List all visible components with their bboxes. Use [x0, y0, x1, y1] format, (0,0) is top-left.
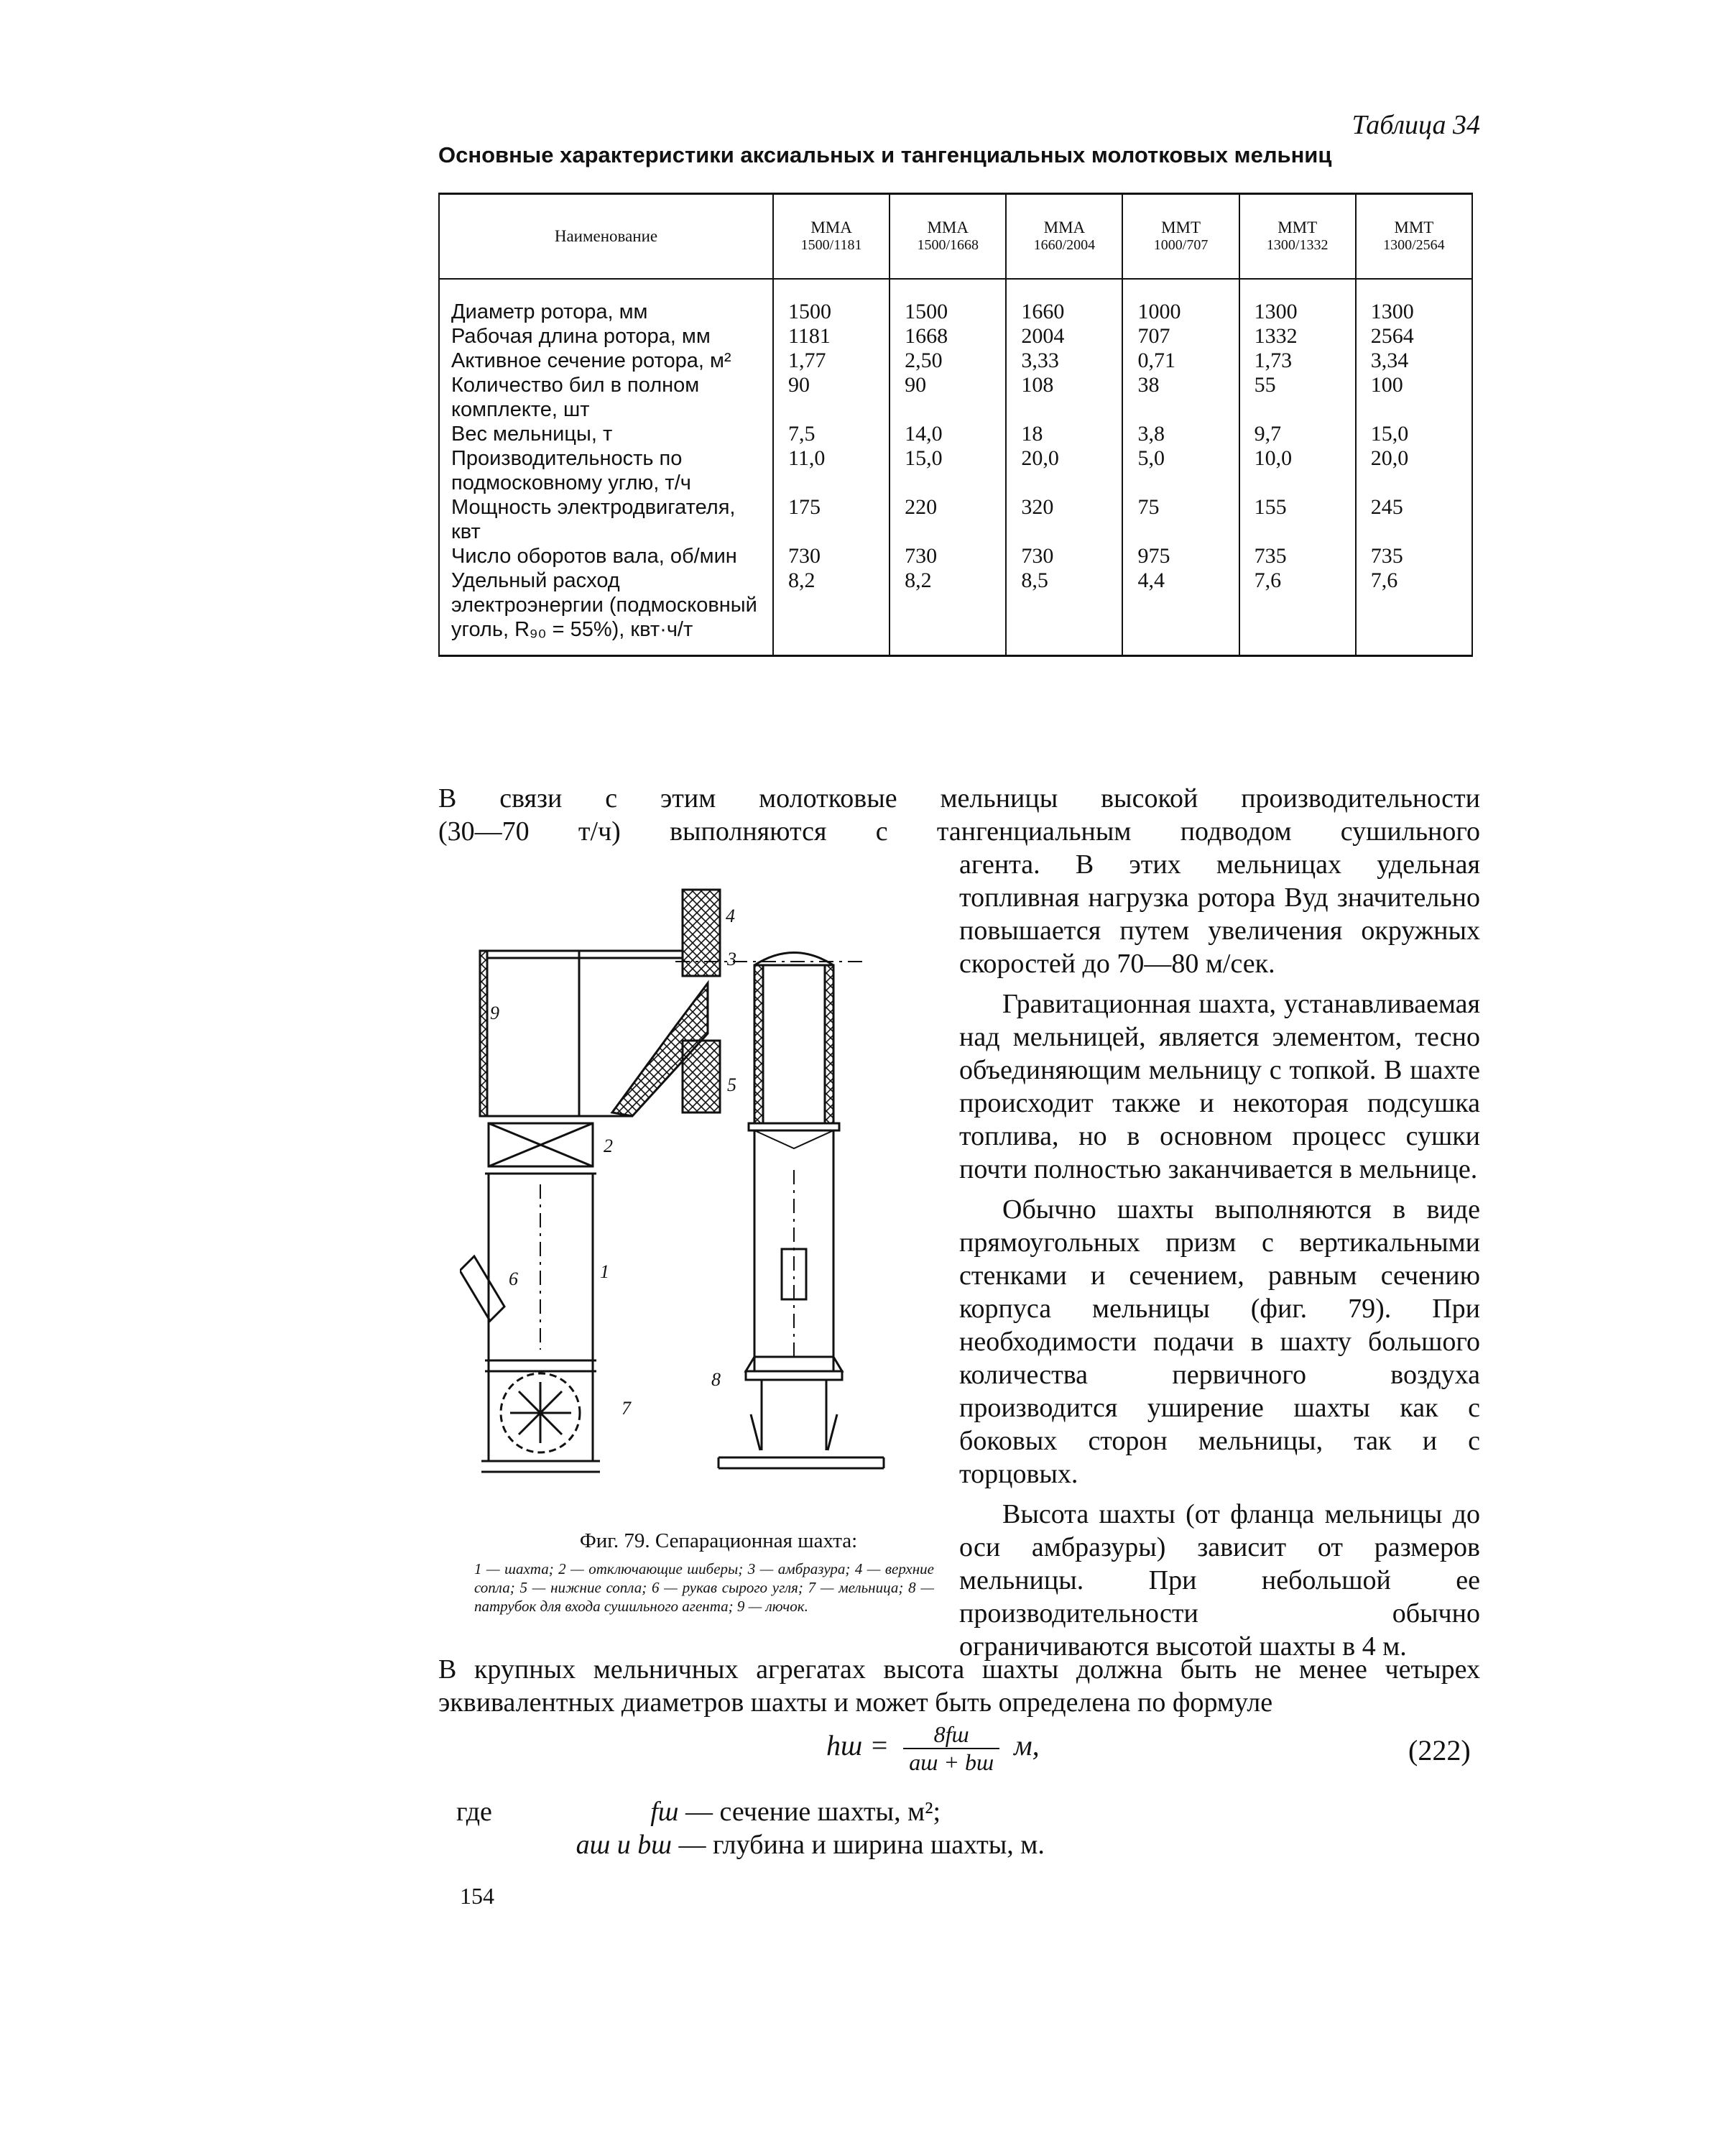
row-value: 975 [1122, 544, 1239, 568]
formula-numerator: 8fш [903, 1721, 999, 1749]
table-row [439, 324, 1472, 349]
row-value: 90 [773, 373, 890, 422]
row-value: 245 [1356, 495, 1472, 544]
fig-label-5: 5 [727, 1074, 736, 1095]
fig-label-6: 6 [509, 1268, 518, 1289]
row-name: Число оборотов вала, об/мин [439, 544, 773, 568]
paragraph-5: В крупных мельничных агрегатах высота шахты должна быть не менее четырех эквивалентных диаметров шахты и может быть определена по формуле [438, 1654, 1480, 1718]
where-line-2 [456, 1828, 1390, 1861]
row-name: Производительность по подмосковному углю, т/ч [439, 446, 773, 495]
row-name: Количество бил в полном комплекте, шт [439, 373, 773, 422]
formula-unit: м, [1014, 1729, 1040, 1762]
row-name: Вес мельницы, т [439, 422, 773, 446]
table-row [439, 544, 1472, 568]
table-row [439, 349, 1472, 373]
coal-sleeve [460, 1256, 504, 1321]
row-value: 3,8 [1122, 422, 1239, 446]
right-column-text [959, 848, 1480, 1670]
formula-fraction [903, 1721, 999, 1776]
header-col-4: ММТ 1000/707 [1122, 194, 1239, 280]
row-value: 4,4 [1122, 568, 1239, 656]
row-value: 3,34 [1356, 349, 1472, 373]
table-title: Основные характеристики аксиальных и тангенциальных молотковых мельниц [438, 142, 1332, 167]
fig-label-8: 8 [711, 1369, 721, 1390]
row-value: 0,71 [1122, 349, 1239, 373]
row-value: 155 [1239, 495, 1356, 544]
row-value: 1181 [773, 324, 890, 349]
row-value: 1660 [1006, 279, 1122, 324]
header-name: Наименование [439, 194, 773, 280]
row-value: 175 [773, 495, 890, 544]
table-row [439, 279, 1472, 324]
row-value: 10,0 [1239, 446, 1356, 495]
row-value: 8,2 [773, 568, 890, 656]
fig-label-4: 4 [726, 906, 735, 926]
header-col-2: ММА 1500/1668 [890, 194, 1006, 280]
row-value: 8,2 [890, 568, 1006, 656]
row-value: 75 [1122, 495, 1239, 544]
paragraph-1-line-2: (30—70 т/ч) выполняются с тангенциальным подводом сушильного [438, 816, 1480, 847]
upper-nozzle [683, 890, 720, 976]
header-col-3: ММА 1660/2004 [1006, 194, 1122, 280]
table-row [439, 495, 1472, 544]
row-value: 9,7 [1239, 422, 1356, 446]
row-value: 7,6 [1239, 568, 1356, 656]
row-value: 1,73 [1239, 349, 1356, 373]
row-value: 730 [890, 544, 1006, 568]
paragraph-2: Гравитационная шахта, устанавливаемая над мельницей, является элементом, тесно объединяющим мельницу с топкой. В шахте происходит также и некоторая подсушка топлива, но в основном процесс сушки почти полностью заканчивается в мельнице. [959, 989, 1480, 1184]
where-symbol-2: aш и bш [576, 1830, 672, 1860]
row-value: 1300 [1239, 279, 1356, 324]
row-value: 15,0 [890, 446, 1006, 495]
row-value: 735 [1239, 544, 1356, 568]
paragraph-4: Высота шахты (от фланца мельницы до оси амбразуры) зависит от размеров мельницы. При небольшой ее производительности обычно ограничиваются высотой шахты в 4 м. [959, 1499, 1480, 1662]
where-text-2: — глубина и ширина шахты, м. [678, 1830, 1045, 1860]
fig-label-7: 7 [622, 1398, 631, 1419]
figure-caption: Фиг. 79. Сепарационная шахта: [579, 1529, 858, 1552]
drying-agent-inlet [746, 1357, 842, 1371]
row-name: Мощность электродвигателя, квт [439, 495, 773, 544]
row-value: 15,0 [1356, 422, 1472, 446]
header-col-5: ММТ 1300/1332 [1239, 194, 1356, 280]
table-header-row [439, 194, 1472, 280]
where-block [456, 1795, 1390, 1861]
where-text-1: — сечение шахты, м²; [685, 1797, 941, 1827]
row-value: 3,33 [1006, 349, 1122, 373]
row-value: 90 [890, 373, 1006, 422]
row-value: 20,0 [1006, 446, 1122, 495]
row-value: 5,0 [1122, 446, 1239, 495]
where-word: где [456, 1797, 492, 1827]
upper-chamber-left [480, 951, 579, 1116]
equation-number: (222) [1408, 1734, 1471, 1766]
fig-label-9: 9 [490, 1003, 499, 1023]
row-value: 20,0 [1356, 446, 1472, 495]
row-value: 14,0 [890, 422, 1006, 446]
page-number: 154 [460, 1883, 494, 1909]
fig-label-2: 2 [604, 1135, 613, 1156]
row-value: 8,5 [1006, 568, 1122, 656]
row-value: 7,5 [773, 422, 890, 446]
header-col-6: ММТ 1300/2564 [1356, 194, 1472, 280]
row-value: 55 [1239, 373, 1356, 422]
row-value: 730 [1006, 544, 1122, 568]
paragraph-1 [438, 782, 1480, 848]
row-value: 2,50 [890, 349, 1006, 373]
where-line-1 [456, 1795, 1390, 1828]
row-value: 320 [1006, 495, 1122, 544]
table-row [439, 422, 1472, 446]
table-row [439, 446, 1472, 495]
row-value: 1000 [1122, 279, 1239, 324]
fig-label-1: 1 [600, 1261, 609, 1282]
row-name: Удельный расход электроэнергии (подмосковный уголь, R₉₀ = 55%), квт·ч/т [439, 568, 773, 656]
paragraph-1-line-1: В связи с этим молотковые мельницы высокой производительности [438, 783, 1480, 814]
paragraph-1-continued: агента. В этих мельницах удельная топливная нагрузка ротора Bуд значительно повышается путем увеличения окружных скоростей до 70—80 м/сек. [959, 849, 1480, 979]
row-name: Активное сечение ротора, м² [439, 349, 773, 373]
row-value: 2004 [1006, 324, 1122, 349]
row-value: 108 [1006, 373, 1122, 422]
row-value: 730 [773, 544, 890, 568]
figure-legend: 1 — шахта; 2 — отключающие шиберы; 3 — амбразура; 4 — верхние сопла; 5 — нижние сопла; 6 — рукав сырого угля; 7 — мельница; 8 — патрубок для входа сушильного агента; 9 — лючок. [474, 1560, 934, 1615]
row-value: 735 [1356, 544, 1472, 568]
row-value: 1332 [1239, 324, 1356, 349]
paragraph-3: Обычно шахты выполняются в виде прямоугольных призм с вертикальными стенками и сечением, равным сечению корпуса мельницы (фиг. 79). При необходимости подачи в шахту большого количества первичного воздуха производится уширение шахты как с боковых сторон мельницы, так и с торцовых. [959, 1194, 1480, 1489]
row-value: 11,0 [773, 446, 890, 495]
header-col-1: ММА 1500/1181 [773, 194, 890, 280]
row-value: 1,77 [773, 349, 890, 373]
formula-222 [826, 1721, 1186, 1776]
fig-label-3: 3 [727, 949, 736, 969]
row-value: 2564 [1356, 324, 1472, 349]
row-value: 707 [1122, 324, 1239, 349]
row-name: Рабочая длина ротора, мм [439, 324, 773, 349]
where-symbol-1: fш [650, 1797, 679, 1827]
separation-shaft-figure [460, 883, 920, 1515]
formula-lhs: hш = [826, 1729, 890, 1762]
table-row [439, 373, 1472, 422]
characteristics-table [438, 193, 1473, 657]
row-value: 18 [1006, 422, 1122, 446]
row-value: 1300 [1356, 279, 1472, 324]
row-value: 1668 [890, 324, 1006, 349]
table-row [439, 568, 1472, 656]
formula-denominator: aш + bш [909, 1749, 994, 1775]
row-name: Диаметр ротора, мм [439, 279, 773, 324]
row-value: 100 [1356, 373, 1472, 422]
row-value: 7,6 [1356, 568, 1472, 656]
row-value: 1500 [773, 279, 890, 324]
row-value: 220 [890, 495, 1006, 544]
upper-chamber-right [754, 965, 833, 1123]
row-value: 1500 [890, 279, 1006, 324]
row-value: 38 [1122, 373, 1239, 422]
table-label: Таблица 34 [1352, 110, 1480, 140]
